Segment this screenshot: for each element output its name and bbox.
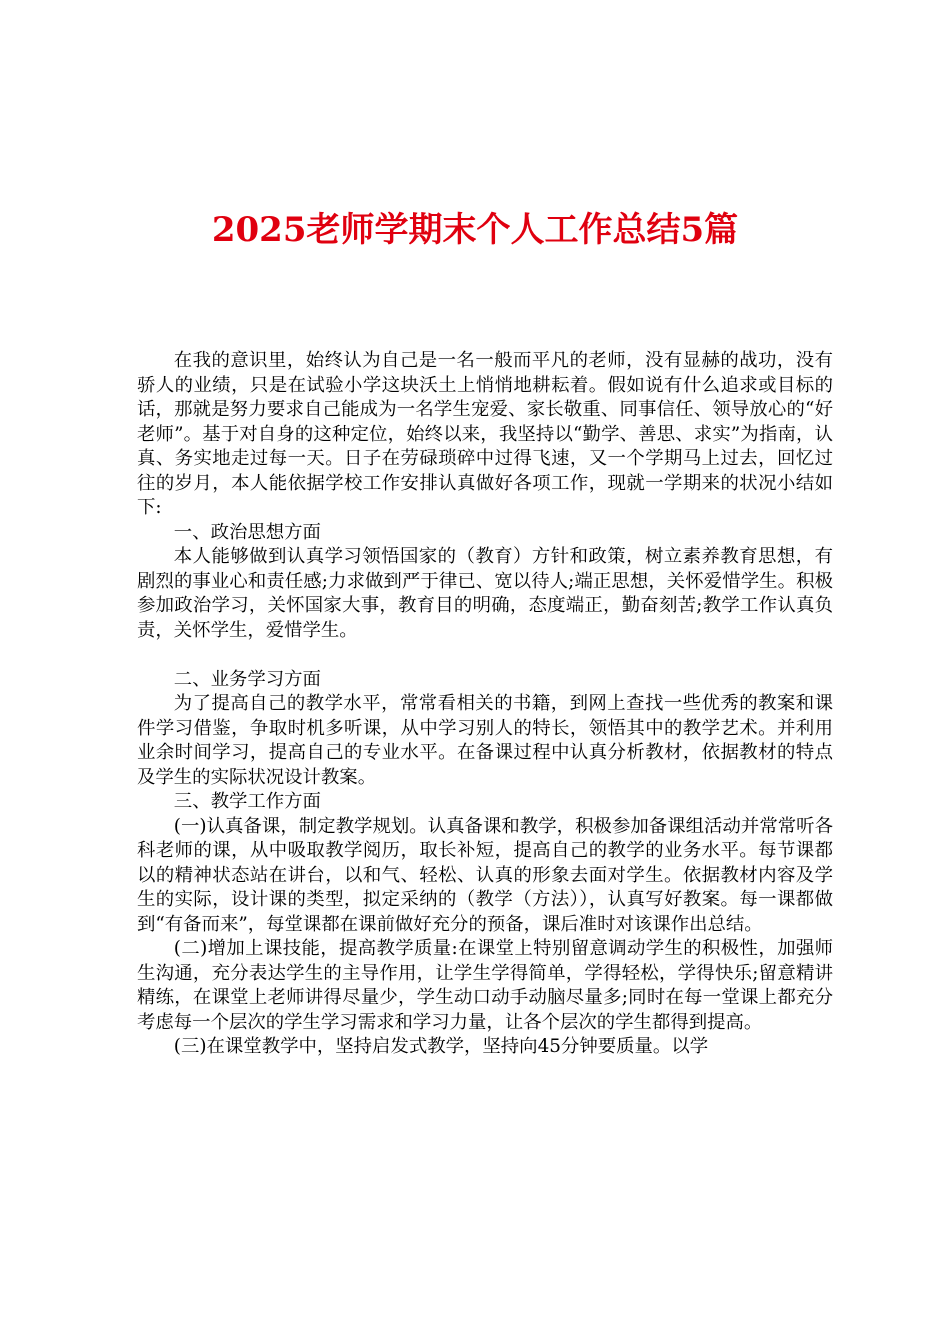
paragraph-teaching-2: (二)增加上课技能，提高教学质量:在课堂上特别留意调动学生的积极性，加强师生沟通，充分表达学生的主导作用，让学生学得简单，学得轻松，学得快乐;留意精讲精练，在课堂上老师讲得尽量少，学生动口动手动脑尽量多;同时在每一堂课上都充分考虑每一个层次的学生学习需求和学习力量，让各个层次的学生都得到提高。 xyxy=(137,938,833,1033)
blank-line xyxy=(137,643,833,668)
paragraph-teaching-3: (三)在课堂教学中，坚持启发式教学，坚持向45分钟要质量。以学 xyxy=(173,1036,709,1057)
paragraph-politics: 本人能够做到认真学习领悟国家的（教育）方针和政策，树立素养教育思想，有剧烈的事业心和责任感;力求做到严于律已、宽以待人;端正思想，关怀爱惜学生。积极参加政治学习，关怀国家大事，教育目的明确，态度端正，勤奋刻苦;教学工作认真负责，关怀学生，爱惜学生。 xyxy=(137,546,833,641)
paragraph-teaching-1: (一)认真备课，制定教学规划。认真备课和教学，积极参加备课组活动并常常听各科老师的课，从中吸取教学阅历，取长补短，提高自己的教学的业务水平。每节课都以的精神状态站在讲台，以和气、轻松、认真的形象去面对学生。依据教材内容及学生的实际，设计课的类型，拟定采纳的（教学（方法）），认真写好教案。每一课都做到“有备而来”，每堂课都在课前做好充分的预备，课后准时对该课作出总结。 xyxy=(137,815,833,935)
section-heading-teaching: 三、教学工作方面 xyxy=(173,791,321,812)
section-heading-study: 二、业务学习方面 xyxy=(173,668,321,690)
paragraph-intro: 在我的意识里，始终认为自己是一名一般而平凡的老师，没有显赫的战功，没有骄人的业绩，只是在试验小学这块沃土上悄悄地耕耘着。假如说有什么追求或目标的话，那就是努力要求自己能成为一名学生宠爱、家长敬重、同事信任、领导放心的“好老师”。基于对自身的这种定位，始终以来，我坚持以“勤学、善思、求实”为指南，认真、务实地走过每一天。日子在劳碌琐碎中过得飞速，又一个学期马上过去，回忆过往的岁月，本人能依据学校工作安排认真做好各项工作，现就一学期来的状况小结如下: xyxy=(137,350,833,518)
document-title: 2025老师学期末个人工作总结5篇 xyxy=(211,210,739,250)
section-heading-politics: 一、政治思想方面 xyxy=(173,521,321,543)
document-body xyxy=(137,349,833,1060)
paragraph-study: 为了提高自己的教学水平，常常看相关的书籍，到网上查找一些优秀的教案和课件学习借鉴，争取时机多听课，从中学习别人的特长，领悟其中的教学艺术。并利用业余时间学习，提高自己的专业水平。在备课过程中认真分析教材，依据教材的特点及学生的实际状况设计教案。 xyxy=(137,693,833,788)
